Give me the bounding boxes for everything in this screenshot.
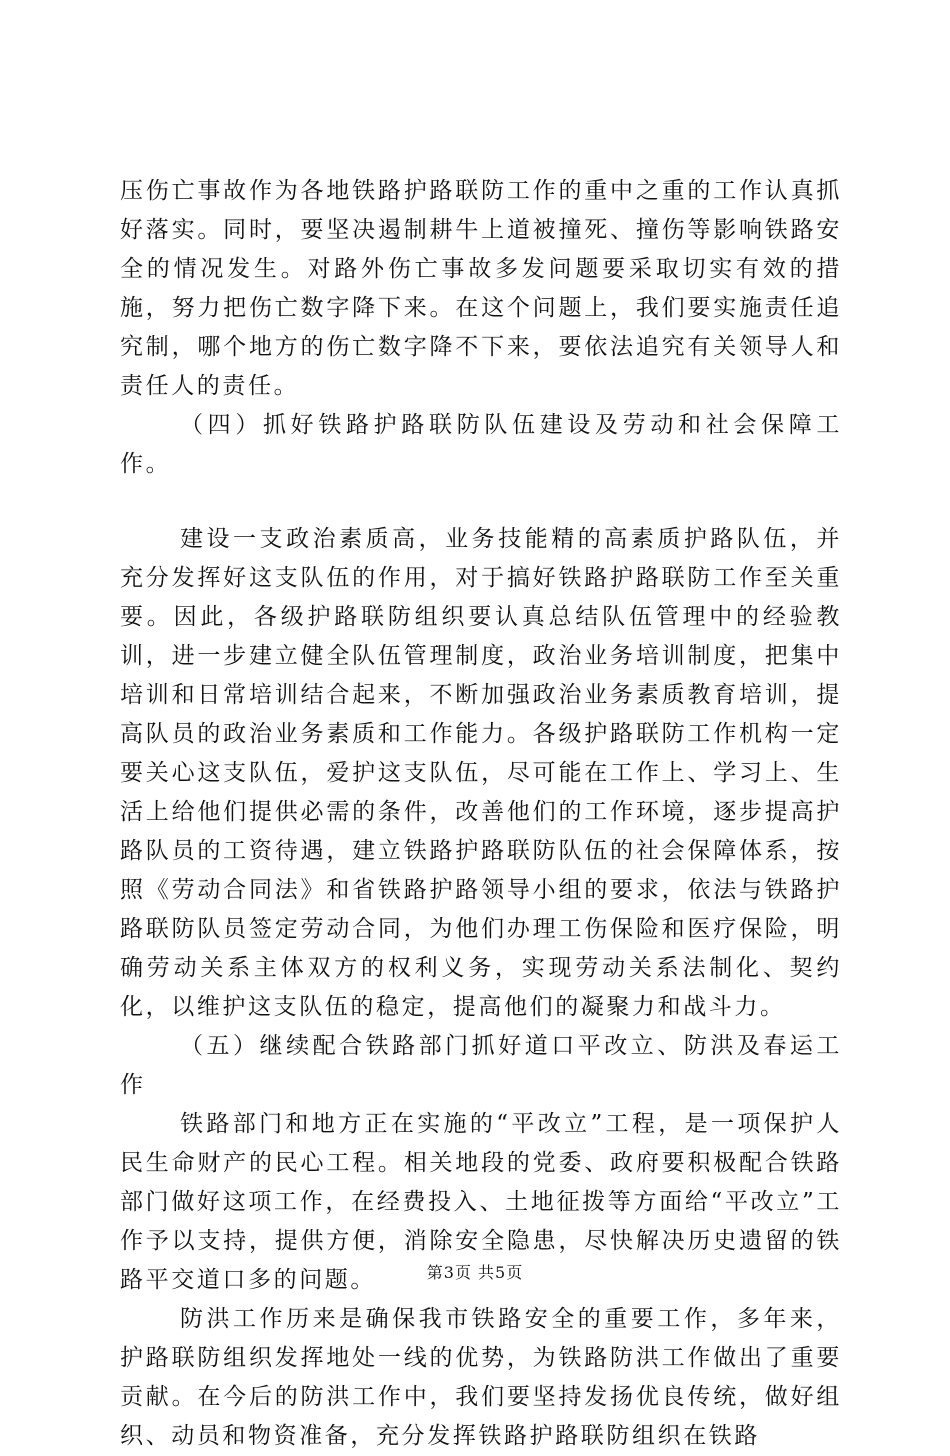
section-heading-five: （五）继续配合铁路部门抓好道口平改立、防洪及春运工作 <box>120 1033 842 1098</box>
paragraph-grade-separation: 铁路部门和地方正在实施的“平改立”工程，是一项保护人民生命财产的民心工程。相关地段的党委、政府要积极配合铁路部门做好这项工作，在经费投入、土地征拨等方面给“平改立”工作予以支持，提供方便，消除安全隐患，尽快解决历史遗留的铁路平交道口多的问题。 <box>120 1111 842 1293</box>
paragraph-accident-prevention: 压伤亡事故作为各地铁路护路联防工作的重中之重的工作认真抓好落实。同时，要坚决遏制耕牛上道被撞死、撞伤等影响铁路安全的情况发生。对路外伤亡事故多发问题要采取切实有效的措施，努力把伤亡数字降下来。在这个问题上，我们要实施责任追究制，哪个地方的伤亡数字降不下来，要依法追究有关领导人和责任人的责任。 <box>120 178 842 399</box>
section-heading-four: （四）抓好铁路护路联防队伍建设及劳动和社会保障工作。 <box>120 412 842 477</box>
page-number-footer: 第3页 共5页 <box>426 1263 524 1282</box>
paragraph-flood-control: 防洪工作历来是确保我市铁路安全的重要工作，多年来，护路联防组织发挥地处一线的优势，为铁路防洪工作做出了重要贡献。在今后的防洪工作中，我们要坚持发扬优良传统，做好组织、动员和物资准备，充分发挥铁路护路联防组织在铁路 <box>120 1306 842 1449</box>
paragraph-team-building: 建设一支政治素质高，业务技能精的高素质护路队伍，并充分发挥好这支队伍的作用，对于搞好铁路护路联防工作至关重要。因此，各级护路联防组织要认真总结队伍管理中的经验教训，进一步建立健全队伍管理制度，政治业务培训制度，把集中培训和日常培训结合起来，不断加强政治业务素质教育培训，提高队员的政治业务素质和工作能力。各级护路联防工作机构一定要关心这支队伍，爱护这支队伍，尽可能在工作上、学习上、生活上给他们提供必需的条件，改善他们的工作环境，逐步提高护路队员的工资待遇，建立铁路护路联防队伍的社会保障体系，按照《劳动合同法》和省铁路护路领导小组的要求，依法与铁路护路联防队员签定劳动合同，为他们办理工伤保险和医疗保险，明确劳动关系主体双方的权利义务，实现劳动关系法制化、契约化，以维护这支队伍的稳定，提高他们的凝聚力和战斗力。 <box>120 526 842 1020</box>
